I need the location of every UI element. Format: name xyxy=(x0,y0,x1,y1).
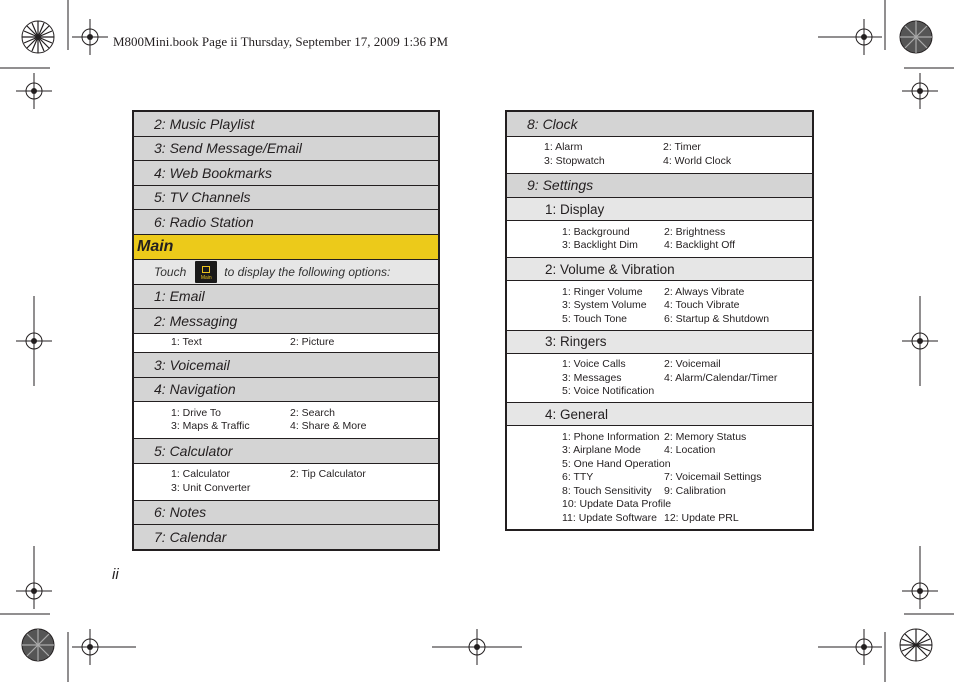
option: 1: Ringer Volume xyxy=(562,285,643,298)
option: 4: Share & More xyxy=(290,420,367,433)
menu-item: 3: Send Message/Email xyxy=(134,137,438,162)
option: 3: Messages xyxy=(562,371,622,384)
option: 3: Maps & Traffic xyxy=(171,420,250,433)
menu-table-right xyxy=(505,110,814,531)
option: 1: Phone Information xyxy=(562,430,660,443)
options-block xyxy=(507,137,812,174)
option: 8: Touch Sensitivity xyxy=(562,484,652,497)
option: 5: One Hand Operation xyxy=(562,457,671,470)
option: 2: Timer xyxy=(663,141,701,154)
menu-item: 3: Voicemail xyxy=(134,353,438,378)
option: 4: Location xyxy=(664,444,716,457)
option: 2: Picture xyxy=(290,336,335,349)
options-block xyxy=(507,426,812,529)
options-block xyxy=(507,221,812,258)
menu-item: 7: Calendar xyxy=(134,525,438,549)
menu-table-left xyxy=(132,110,440,551)
option: 4: Alarm/Calendar/Timer xyxy=(664,371,778,384)
page-header: M800Mini.book Page ii Thursday, September 17, 2009 1:36 PM xyxy=(113,34,449,49)
page-number: ii xyxy=(112,566,119,583)
option: 3: Airplane Mode xyxy=(562,444,641,457)
options-block xyxy=(134,402,438,439)
option: 3: Backlight Dim xyxy=(562,239,638,252)
options-block xyxy=(507,354,812,404)
menu-item: 2: Messaging xyxy=(134,309,438,334)
main-key-icon xyxy=(195,261,217,283)
section-title: Main xyxy=(134,235,438,260)
option: 2: Tip Calculator xyxy=(290,468,366,481)
option: 2: Always Vibrate xyxy=(664,285,745,298)
option: 11: Update Software xyxy=(562,511,657,524)
options-block xyxy=(134,334,438,354)
menu-item: 6: Radio Station xyxy=(134,210,438,235)
submenu-item: 1: Display xyxy=(507,198,812,221)
option: 6: Startup & Shutdown xyxy=(664,312,770,325)
submenu-item: 3: Ringers xyxy=(507,331,812,354)
main-key-label: Main xyxy=(200,274,212,281)
option: 10: Update Data Profile xyxy=(562,498,672,511)
menu-item: 5: TV Channels xyxy=(134,186,438,211)
option: 2: Brightness xyxy=(664,225,726,238)
option: 1: Text xyxy=(171,336,202,349)
instruction-text: to display the following options: xyxy=(224,264,391,279)
option: 4: Backlight Off xyxy=(664,239,736,252)
option: 7: Voicemail Settings xyxy=(664,471,762,484)
option: 3: Unit Converter xyxy=(171,481,251,494)
options-block xyxy=(134,464,438,501)
option: 5: Touch Tone xyxy=(562,312,627,325)
menu-item: 9: Settings xyxy=(507,174,812,199)
option: 4: Touch Vibrate xyxy=(664,299,740,312)
option: 1: Background xyxy=(562,225,630,238)
menu-item: 8: Clock xyxy=(507,112,812,137)
menu-item: 5: Calculator xyxy=(134,439,438,464)
menu-item: 2: Music Playlist xyxy=(134,112,438,137)
option: 1: Calculator xyxy=(171,468,230,481)
menu-item: 1: Email xyxy=(134,285,438,310)
menu-item: 4: Navigation xyxy=(134,378,438,403)
submenu-item: 2: Volume & Vibration xyxy=(507,258,812,281)
options-block xyxy=(507,281,812,331)
option: 9: Calibration xyxy=(664,484,726,497)
option: 2: Voicemail xyxy=(664,358,721,371)
menu-item: 6: Notes xyxy=(134,501,438,526)
option: 3: System Volume xyxy=(562,299,647,312)
option: 6: TTY xyxy=(562,471,594,484)
menu-item: 4: Web Bookmarks xyxy=(134,161,438,186)
submenu-item: 4: General xyxy=(507,403,812,426)
option: 4: World Clock xyxy=(663,154,732,167)
instruction-row xyxy=(134,260,438,285)
option: 3: Stopwatch xyxy=(544,154,605,167)
instruction-text: Touch xyxy=(154,264,187,279)
option: 2: Memory Status xyxy=(664,430,747,443)
option: 2: Search xyxy=(290,406,335,419)
option: 1: Voice Calls xyxy=(562,358,626,371)
option: 1: Drive To xyxy=(171,406,221,419)
option: 5: Voice Notification xyxy=(562,385,655,398)
option: 12: Update PRL xyxy=(664,511,739,524)
option: 1: Alarm xyxy=(544,141,583,154)
